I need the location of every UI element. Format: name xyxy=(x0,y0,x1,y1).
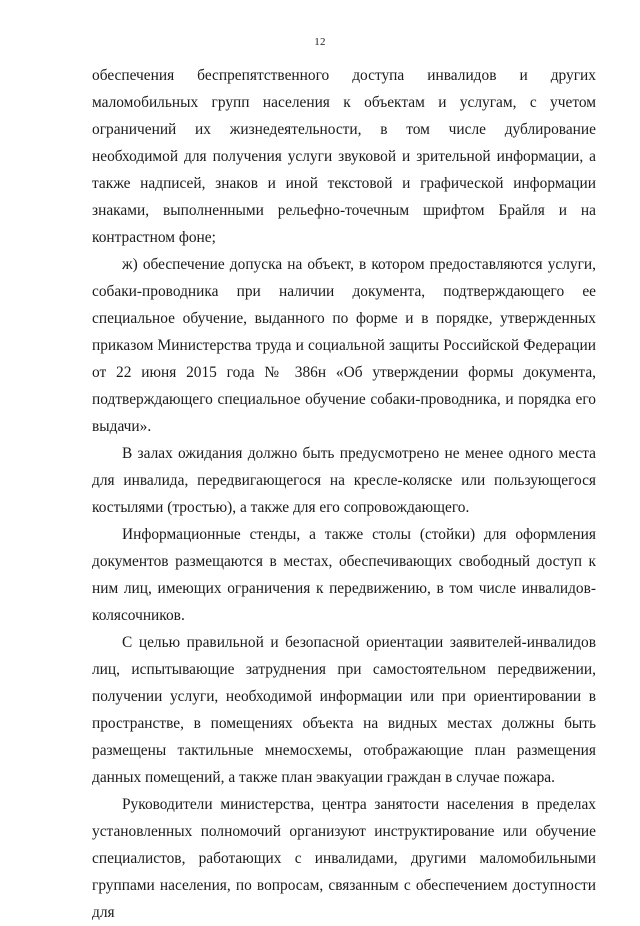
paragraph-guide-dog-access: ж) обеспечение допуска на объект, в котором предоставляются услуги, собаки-проводника при наличии документа, подтверждающего ее специальное обучение, выданного по форме и в порядке, утвержденных приказом Министерства труда и социальной защиты Российской Федерации от 22 июня 2015 года № 386н «Об утверждении формы документа, подтверждающего специальное обучение собаки-проводника, и порядка его выдачи». xyxy=(92,256,596,435)
paragraph-accessibility-continuation: обеспечения беспрепятственного доступа инвалидов и других маломобильных групп населения к объектам и услугам, с учетом ограничений их жизнедеятельности, в том числе дублирование необходимой для получения услуги звуковой и зрительной информации, а также надписей, знаков и иной текстовой и графической информации знаками, выполненными рельефно-точечным шрифтом Брайля и на контрастном фоне; xyxy=(92,67,596,246)
document-body xyxy=(92,62,596,926)
paragraph-staff-instruction: Руководители министерства, центра занятости населения в пределах установленных полномочий организуют инструктирование или обучение специалистов, работающих с инвалидами, другими маломобильными группами населения, по вопросам, связанным с обеспечением доступности для xyxy=(92,796,596,921)
page-number: 12 xyxy=(314,36,326,48)
paragraph-tactile-mnemonic-schemes: С целью правильной и безопасной ориентации заявителей-инвалидов лиц, испытывающие затруднения при самостоятельном передвижении, получении услуги, необходимой информации или при ориентировании в пространстве, в помещениях объекта на видных местах должны быть размещены тактильные мнемосхемы, отображающие план размещения данных помещений, а также план эвакуации граждан в случае пожара. xyxy=(92,634,596,786)
paragraph-waiting-hall-seats: В залах ожидания должно быть предусмотрено не менее одного места для инвалида, передвигающегося на кресле-коляске или пользующегося костылями (тростью), а также для его сопровождающего. xyxy=(92,445,596,516)
paragraph-information-stands: Информационные стенды, а также столы (стойки) для оформления документов размещаются в местах, обеспечивающих свободный доступ к ним лиц, имеющих ограничения к передвижению, в том числе инвалидов-колясочников. xyxy=(92,526,596,624)
